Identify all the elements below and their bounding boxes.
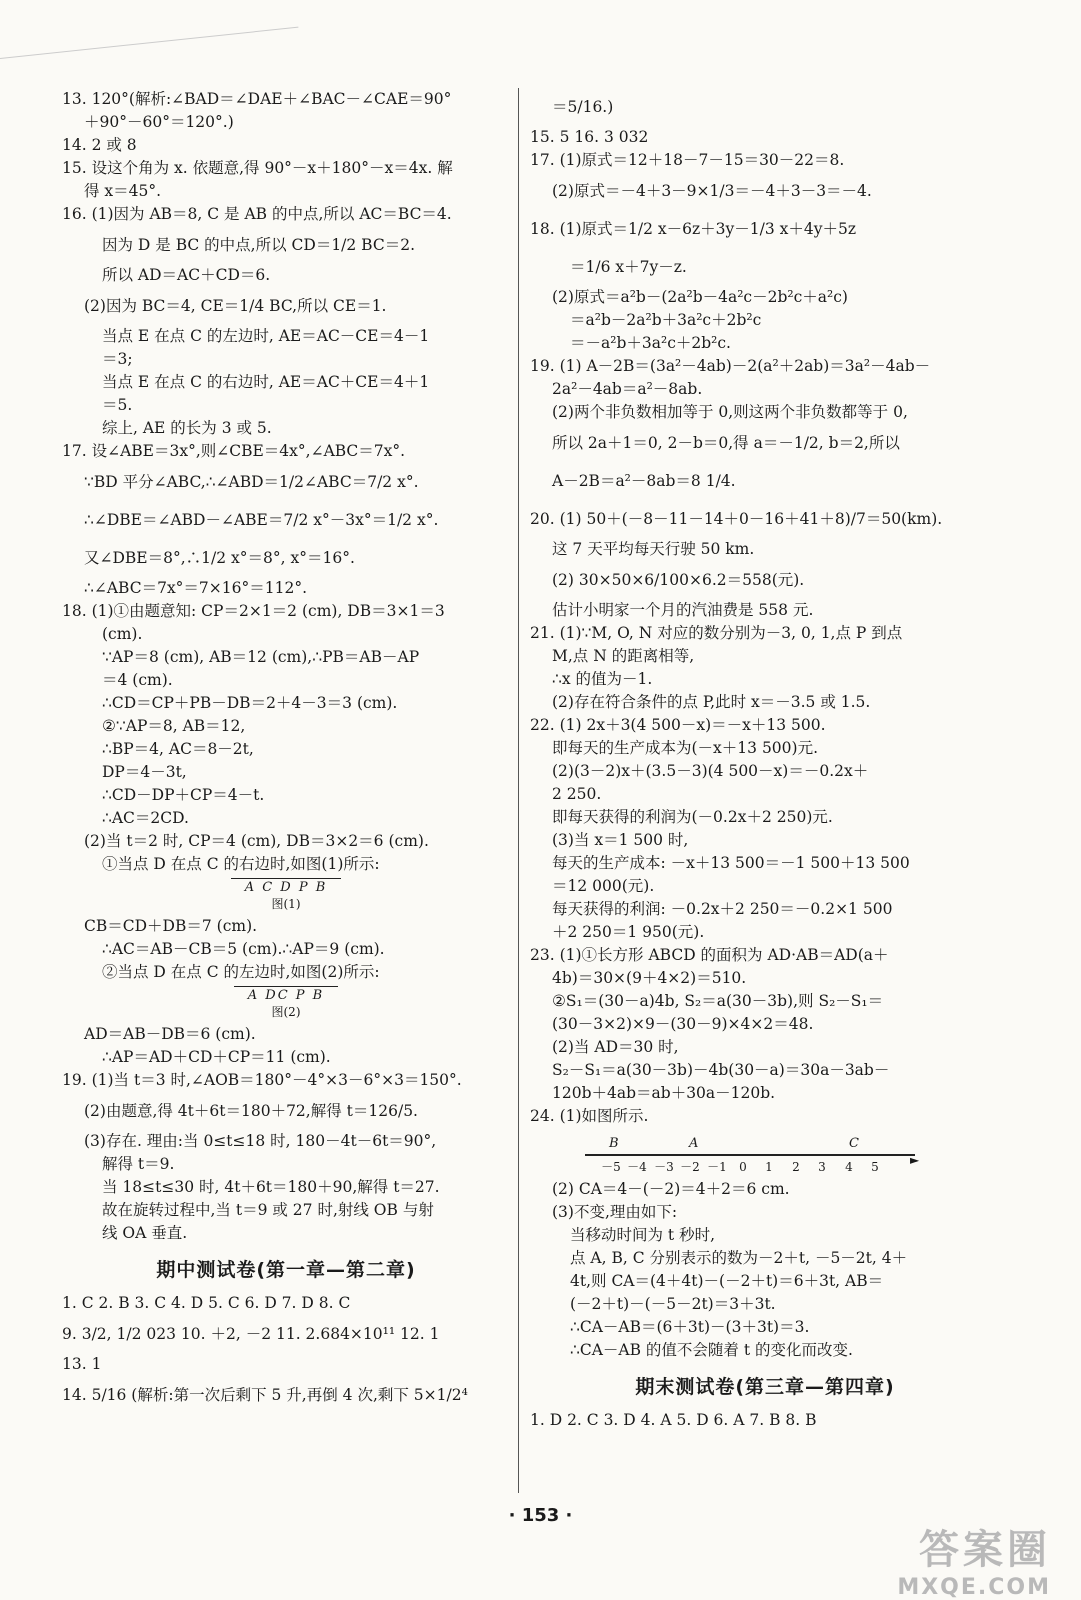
answer-line: 1. C 2. B 3. C 4. D 5. C 6. D 7. D 8. C	[62, 1294, 351, 1312]
answer-line: 1. D 2. C 3. D 4. A 5. D 6. A 7. B 8. B	[530, 1411, 817, 1429]
answer-line: ∴CD＝CP＋PB－DB＝2＋4－3＝3 (cm).	[102, 694, 398, 712]
answer-line: (3)当 x＝1 500 时,	[552, 831, 689, 849]
answer-line: ①当点 D 在点 C 的右边时,如图(1)所示:	[102, 855, 380, 873]
answer-line: 13. 1	[62, 1355, 102, 1373]
top-decorative-rule	[0, 27, 298, 59]
answer-line: ∴∠DBE＝∠ABD－∠ABE＝7/2 x°－3x°＝1/2 x°.	[84, 511, 439, 529]
answer-line: S₂－S₁＝a(30－3b)－4b(30－a)＝30a－3ab－	[552, 1061, 890, 1079]
answer-line: ∴AP＝AD＋CD＋CP＝11 (cm).	[102, 1048, 331, 1066]
answer-line: ＝a²b－2a²b＋3a²c＋2b²c	[570, 311, 762, 329]
answer-line: 当点 E 在点 C 的左边时, AE＝AC－CE＝4－1	[102, 327, 430, 345]
answer-line: 即每天的生产成本为(－x＋13 500)元.	[552, 739, 818, 757]
answer-line: ＝－a²b＋3a²c＋2b²c.	[570, 334, 731, 352]
answer-line: 120b＋4ab＝ab＋30a－120b.	[552, 1084, 776, 1102]
answer-line: (2)存在符合条件的点 P,此时 x＝－3.5 或 1.5.	[552, 693, 871, 711]
answer-line: ＋90°－60°＝120°.)	[84, 113, 234, 131]
column-divider	[518, 88, 519, 1493]
answer-line: 所以 2a＋1＝0, 2－b＝0,得 a＝－1/2, b＝2,所以	[552, 434, 900, 452]
tick-label: 3	[818, 1160, 826, 1174]
answer-line: (30－3×2)×9－(30－9)×4×2＝48.	[552, 1015, 814, 1033]
answer-line: 17. (1)原式＝12＋18－7－15＝30－22＝8.	[530, 151, 845, 169]
answer-line: 16. (1)因为 AB＝8, C 是 AB 的中点,所以 AC＝BC＝4.	[62, 205, 452, 223]
tick-label: －1	[707, 1160, 727, 1174]
answer-line: 每天的生产成本: －x＋13 500＝－1 500＋13 500	[552, 854, 910, 872]
figure-1	[62, 878, 510, 913]
answer-line: 21. (1)∵M, O, N 对应的数分别为－3, 0, 1,点 P 到点	[530, 624, 903, 642]
answer-line: 23. (1)①长方形 ABCD 的面积为 AD·AB＝AD(a＋	[530, 946, 889, 964]
answer-line: 故在旋转过程中,当 t＝9 或 27 时,射线 OB 与射	[102, 1201, 434, 1219]
tick-label: 0	[739, 1160, 747, 1174]
answer-line: 14. 2 或 8	[62, 136, 137, 154]
answer-line: (2)原式＝a²b－(2a²b－4a²c－2b²c＋a²c)	[552, 288, 848, 306]
tick-label: 1	[765, 1160, 773, 1174]
answer-line: ∵BD 平分∠ABC,∴∠ABD＝1/2∠ABC＝7/2 x°.	[84, 473, 419, 491]
answer-line: (2)(3－2)x＋(3.5－3)(4 500－x)＝－0.2x＋	[552, 762, 869, 780]
point-label-a: A	[689, 1136, 699, 1151]
answer-line: A－2B＝a²－8ab＝8 1/4.	[552, 472, 736, 490]
left-column	[62, 88, 510, 1414]
answer-line: 13. 120°(解析:∠BAD＝∠DAE＋∠BAC－∠CAE＝90°	[62, 90, 452, 108]
midterm-section-title: 期中测试卷(第一章—第二章)	[156, 1259, 416, 1281]
answer-line: 19. (1) A－2B＝(3a²－4ab)－2(a²＋2ab)＝3a²－4ab－	[530, 357, 931, 375]
answer-line: ∴AC＝2CD.	[102, 809, 189, 827]
tick-label: －2	[680, 1160, 700, 1174]
answer-line: 解得 t＝9.	[102, 1155, 175, 1173]
final-section-title: 期末测试卷(第三章—第四章)	[635, 1376, 895, 1398]
answer-line: (2) 30×50×6/100×6.2＝558(元).	[552, 571, 805, 589]
answer-line: 估计小明家一个月的汽油费是 558 元.	[552, 601, 814, 619]
answer-line: 24. (1)如图所示.	[530, 1107, 649, 1125]
answer-line: ＝5.	[102, 396, 133, 414]
answer-line: (2)原式＝－4＋3－9×1/3＝－4＋3－3＝－4.	[552, 182, 872, 200]
answer-line: (－2＋t)－(－5－2t)＝3＋3t.	[570, 1295, 776, 1313]
answer-line: 9. 3/2, 1/2 023 10. ＋2, －2 11. 2.684×10¹¹ 12. 1	[62, 1325, 440, 1343]
answer-line: ＝1/6 x＋7y－z.	[570, 258, 687, 276]
tick-label: －4	[627, 1160, 647, 1174]
figure-2	[62, 986, 510, 1021]
answer-line: 18. (1)原式＝1/2 x－6z＋3y－1/3 x＋4y＋5z	[530, 220, 857, 238]
answer-line: 17. 设∠ABE＝3x°,则∠CBE＝4x°,∠ABC＝7x°.	[62, 442, 406, 460]
page-number: · 153 ·	[508, 1505, 573, 1526]
answer-line: 每天获得的利润: －0.2x＋2 250＝－0.2×1 500	[552, 900, 893, 918]
answer-line: 这 7 天平均每天行驶 50 km.	[552, 540, 755, 558]
answer-line: ∴CA－AB＝(6＋3t)－(3＋3t)＝3.	[570, 1318, 810, 1336]
answer-line: 15. 5 16. 3 032	[530, 128, 649, 146]
site-watermark	[897, 1518, 1051, 1600]
answer-line: 点 A, B, C 分别表示的数为－2＋t, －5－2t, 4＋	[570, 1249, 908, 1267]
answer-line: (2)当 AD＝30 时,	[552, 1038, 679, 1056]
answer-line: ＝5/16.)	[552, 98, 614, 116]
answer-line: (2)两个非负数相加等于 0,则这两个非负数都等于 0,	[552, 403, 908, 421]
answer-line: ∴BP＝4, AC＝8－2t,	[102, 740, 254, 758]
answer-line: 18. (1)①由题意知: CP＝2×1＝2 (cm), DB＝3×1＝3	[62, 602, 445, 620]
answer-line: 4t,则 CA＝(4＋4t)－(－2＋t)＝6＋3t, AB＝	[570, 1272, 884, 1290]
answer-line: ∴CD－DP＋CP＝4－t.	[102, 786, 265, 804]
answer-line: (2)由题意,得 4t＋6t＝180＋72,解得 t＝126/5.	[84, 1102, 418, 1120]
answer-line: 4b)＝30×(9＋4×2)＝510.	[552, 969, 747, 987]
answer-line: ＝12 000(元).	[552, 877, 655, 895]
tick-label: 5	[871, 1160, 879, 1174]
answer-line: 当点 E 在点 C 的右边时, AE＝AC＋CE＝4＋1	[102, 373, 430, 391]
answer-line: ∴CA－AB 的值不会随着 t 的变化而改变.	[570, 1341, 853, 1359]
right-column	[530, 88, 1000, 1432]
number-line-figure	[530, 1132, 1000, 1176]
answer-line: ∴x 的值为－1.	[552, 670, 653, 688]
tick-label: 2	[792, 1160, 800, 1174]
answer-line: ＝4 (cm).	[102, 671, 173, 689]
tick-label: 4	[845, 1160, 853, 1174]
answer-line: (cm).	[102, 625, 143, 643]
answer-line: 2 250.	[552, 785, 602, 803]
answer-line: 当移动时间为 t 秒时,	[570, 1226, 716, 1244]
answer-line: 19. (1)当 t＝3 时,∠AOB＝180°－4°×3－6°×3＝150°.	[62, 1071, 462, 1089]
answer-line: 当 18≤t≤30 时, 4t＋6t＝180＋90,解得 t＝27.	[102, 1178, 440, 1196]
answer-line: 14. 5/16 (解析:第一次后剩下 5 升,再倒 4 次,剩下 5×1/2⁴	[62, 1386, 468, 1404]
figure-1-points: A C D P B	[231, 878, 342, 896]
watermark-url: MXQE.COM	[897, 1575, 1051, 1600]
answer-line: 即每天获得的利润为(－0.2x＋2 250)元.	[552, 808, 833, 826]
answer-line: ∴∠ABC＝7x°＝7×16°＝112°.	[84, 579, 308, 597]
point-label-b: B	[609, 1136, 619, 1151]
answer-line: DP＝4－3t,	[102, 763, 187, 781]
figure-2-caption: 图(2)	[271, 1005, 301, 1019]
watermark-logo-text: 答案圈	[919, 1527, 1051, 1573]
answer-line: ＝3;	[102, 350, 133, 368]
answer-line: ＋2 250＝1 950(元).	[552, 923, 705, 941]
answer-line: (3)存在. 理由:当 0≤t≤18 时, 180－4t－6t＝90°,	[84, 1132, 437, 1150]
answer-line: ②S₁＝(30－a)4b, S₂＝a(30－3b),则 S₂－S₁＝	[552, 992, 884, 1010]
figure-1-caption: 图(1)	[271, 897, 301, 911]
answer-line: 线 OA 垂直.	[102, 1224, 188, 1242]
tick-label: －5	[601, 1160, 621, 1174]
answer-line: ∵AP＝8 (cm), AB＝12 (cm),∴PB＝AB－AP	[102, 648, 420, 666]
answer-line: 20. (1) 50＋(－8－11－14＋0－16＋41＋8)/7＝50(km).	[530, 510, 943, 528]
point-label-c: C	[849, 1136, 859, 1151]
answer-line: CB＝CD＋DB＝7 (cm).	[84, 917, 258, 935]
arrow-right-icon: ►	[910, 1153, 920, 1167]
answer-line: 所以 AD＝AC＋CD＝6.	[102, 266, 271, 284]
answer-line: 综上, AE 的长为 3 或 5.	[102, 419, 272, 437]
answer-line: 因为 D 是 BC 的中点,所以 CD＝1/2 BC＝2.	[102, 236, 416, 254]
answer-line: 15. 设这个角为 x. 依题意,得 90°－x＋180°－x＝4x. 解	[62, 159, 453, 177]
answer-line: (2)当 t＝2 时, CP＝4 (cm), DB＝3×2＝6 (cm).	[84, 832, 429, 850]
answer-line: M,点 N 的距离相等,	[552, 647, 695, 665]
answer-line: 22. (1) 2x＋3(4 500－x)＝－x＋13 500.	[530, 716, 826, 734]
tick-label: －3	[654, 1160, 674, 1174]
answer-line: ∴AC＝AB－CB＝5 (cm).∴AP＝9 (cm).	[102, 940, 385, 958]
answer-line: (2)因为 BC＝4, CE＝1/4 BC,所以 CE＝1.	[84, 297, 387, 315]
figure-2-points: A DC P B	[234, 986, 338, 1004]
answer-line: 2a²－4ab＝a²－8ab.	[552, 380, 703, 398]
answer-line: ②当点 D 在点 C 的左边时,如图(2)所示:	[102, 963, 380, 981]
answer-line: AD＝AB－DB＝6 (cm).	[84, 1025, 256, 1043]
answer-line: ②∵AP＝8, AB＝12,	[102, 717, 246, 735]
answer-line: 又∠DBE＝8°,∴1/2 x°＝8°, x°＝16°.	[84, 549, 355, 567]
answer-line: (2) CA＝4－(－2)＝4＋2＝6 cm.	[552, 1180, 790, 1198]
answer-line: (3)不变,理由如下:	[552, 1203, 678, 1221]
answer-line: 得 x＝45°.	[84, 182, 162, 200]
